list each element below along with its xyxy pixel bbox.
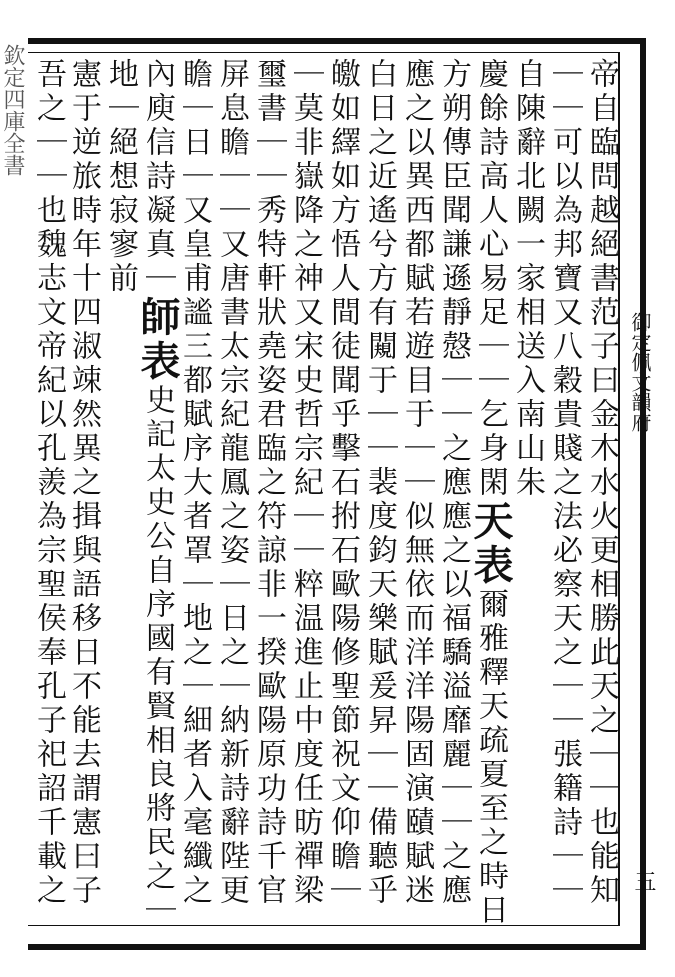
text-column-6: 應之以異西都賦若遊目于｜｜似無依而洋洋陽固演賾賦迷 [399,58,434,908]
margin-edge-text: 欽定四庫全書 [0,44,25,176]
text-column-5: 方朔傳臣聞謙遜靜慤｜｜之應應之以福驕溢靡麗｜｜之應 [436,58,471,908]
text-column-8: 皦如繹如方悟人間徒聞乎擊石拊石歐陽修聖節祝文仰瞻｜ [325,58,360,908]
text-column-2: ｜｜可以為邦寶又八穀貴賤之法必察天之｜｜張籍詩｜｜ [547,58,582,908]
text-column-4: 慶餘詩高人心易足｜｜乞身閑天表爾雅釋天疏夏至之時日 [467,58,514,928]
text-column-3: 自陳辭北闕一家相送入南山朱 [510,58,545,500]
text-column-11: 屏息瞻｜｜又唐書太宗紀龍鳳之姿｜日之｜納新詩辭陛更 [214,58,249,908]
text-column-7: 白日之近遙兮方有闚于｜｜裴度鈞天樂賦爰昇｜｜備聽乎 [362,58,397,908]
text-column-14: 地｜絕想寂寥前 [103,58,138,296]
headword: 天表 [467,500,514,588]
text-column-13: 內庾信詩凝真｜師表史記太史公自序國有賢相良將民之｜ [134,58,181,928]
text-column-12: 瞻｜日｜又皇甫謐三都賦序大者罩｜地之｜細者入毫纖之 [177,58,212,908]
folio-number: 五 [631,870,656,892]
text-column-9: ｜莫非嶽降之神又宋史哲宗紀｜｜粹温進止中度任昉禪梁 [288,58,323,908]
text-column-15: 憲于逆旅時年十四淑竦然異之揖與語移日不能去謂憲曰子 [66,58,101,908]
book-title: 御定佩文韻府 [628,312,652,432]
text-column-16: 吾之｜｜也魏志文帝紀以孔羨為宗聖侯奉孔子祀詔千載之 [31,58,66,908]
text-column-10: 璽書｜｜秀特軒狀堯姿君臨之符諒非一揆歐陽原功詩千官 [251,58,286,908]
headword: 師表 [134,296,181,384]
text-column-1: 帝自臨問越絕書范子曰金木水火更相勝此天之｜｜也能知 [584,58,619,908]
